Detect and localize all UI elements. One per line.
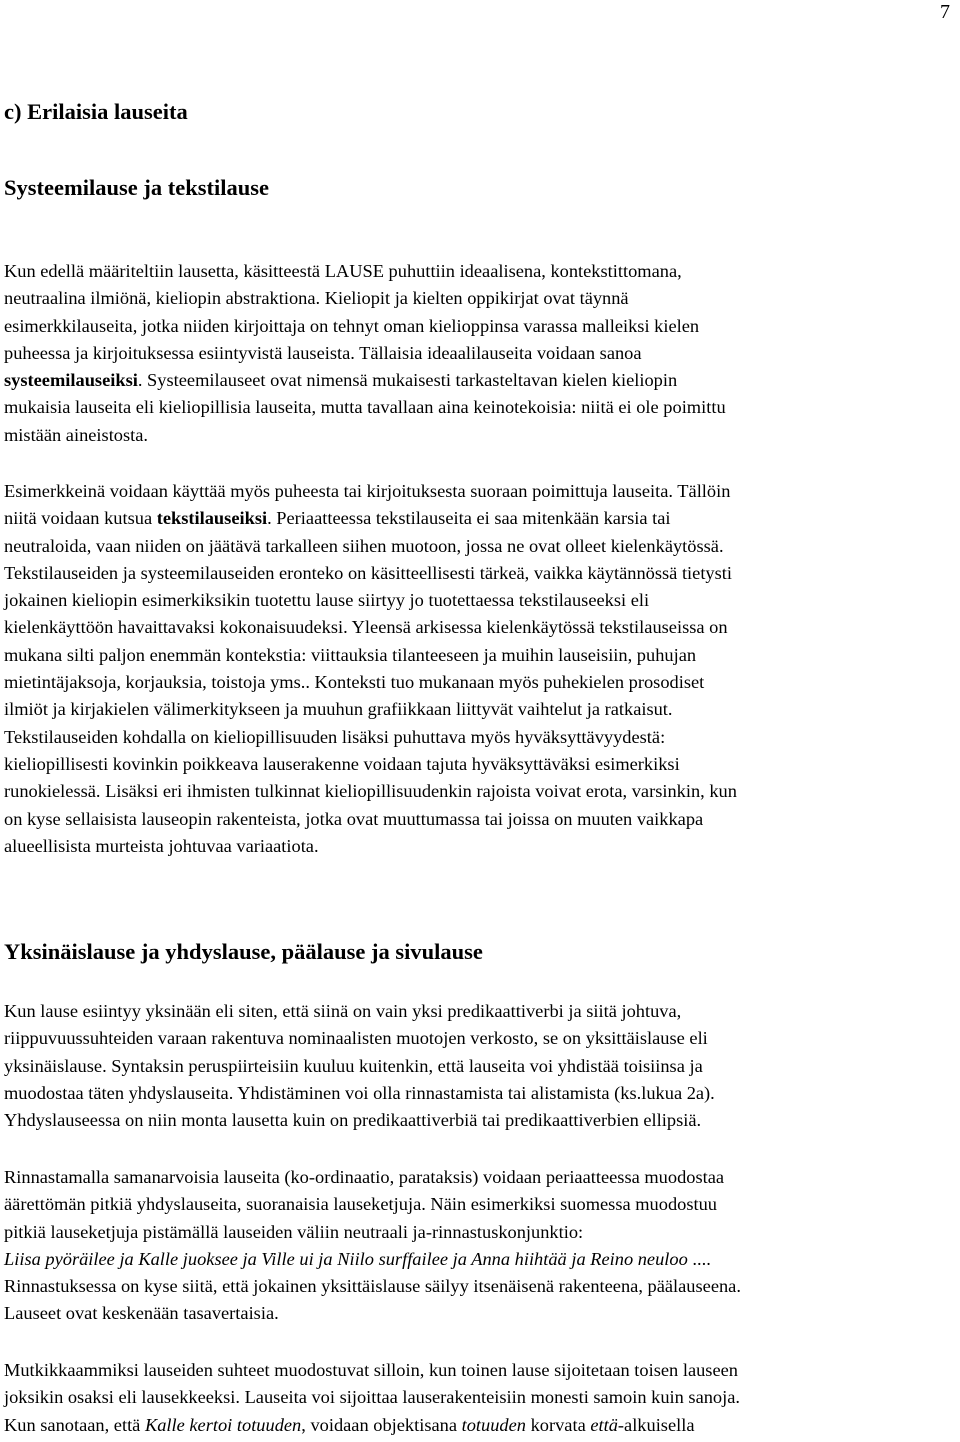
section-title-systeemilause: Systeemilause ja tekstilause [4,175,269,200]
text-line: jokainen kieliopin esimerkiksikin tuotettu lause siirtyy jo tuotettaessa tekstilauseeksi eli [4,590,650,611]
text-line [4,1412,956,1439]
text-line: runokielessä. Lisäksi eri ihmisten tulkinnat kieliopillisuudenkin rajoista voivat erota, varsinkin, kun [4,781,737,802]
text-line: neutraloida, vaan niiden on jäätävä tarkalleen siihen muotoon, jossa ne ovat olleet kielenkäytössä. [4,535,724,556]
page-number: 7 [940,1,950,23]
paragraph-rinnastus [4,1164,956,1328]
text-line: Tekstilauseiden ja systeemilauseiden eronteko on käsitteellisesti tärkeä, vaikka käytännössä tietysti [4,562,733,583]
text-fragment: niitä voidaan kutsua [4,508,157,529]
text-line: Esimerkkeinä voidaan käyttää myös puheesta tai kirjoituksesta suoraan poimittuja lauseita. Tällöin [4,481,731,501]
text-line: joksikin osaksi eli lausekkeeksi. Lauseita voi sijoittaa lauserakenteisiin monesti samoin kuin sanoja. [4,1387,740,1408]
text-line: kielenkäyttöön havaittavaksi kokonaisuudeksi. Yleensä arkisessa kielenkäytössä tekstilauseissa on [4,617,728,638]
paragraph-systeemilause [4,258,956,449]
text-line [4,1246,956,1273]
term-systeemilauseiksi: systeemilauseiksi [4,370,138,391]
text-line: Kun edellä määriteltiin lausetta, käsitteestä LAUSE puhuttiin ideaalisena, kontekstittomana, [4,261,682,281]
example-word: että [590,1414,618,1435]
text-fragment: , voidaan objektisana [301,1414,462,1435]
text-line: Kun lause esiintyy yksinään eli siten, että siinä on vain yksi predikaattiverbi ja siitä johtuva, [4,1001,682,1021]
text-fragment: -alkuisella [617,1414,695,1435]
text-line [4,505,956,532]
paragraph-tekstilause [4,478,956,860]
text-line: kieliopillisesti kovinkin poikkeava lauserakenne voidaan tajuta hyväksyttäväksi esimerkiksi [4,753,680,774]
text-line: mukaisia lauseita eli kieliopillisia lauseita, mutta tavallaan aina keinotekoisia: niitä ei ole poimittu [4,397,726,418]
text-fragment: Kun sanotaan, että [4,1414,145,1435]
text-line: esimerkkilauseita, jotka niiden kirjoittaja on tehnyt oman kielioppinsa varassa malleiksi kielen [4,315,700,336]
text-line: alueellisista murteista johtuvaa variaatiota. [4,835,319,856]
section-title-yksinaislause: Yksinäislause ja yhdyslause, päälause ja sivulause [4,939,483,964]
example-phrase: Kalle kertoi totuuden [144,1414,302,1435]
text-line: yksinäislause. Syntaksin peruspiirteisiin kuuluu kuitenkin, että lauseita voi yhdistää toisiinsa ja [4,1055,703,1076]
text-line: ilmiöt ja kirjakielen välimerkitykseen ja muuhun grafiikkaan liittyvät vaihtelut ja ratkaisut. [4,699,673,720]
heading-c: c) Erilaisia lauseita [4,99,188,124]
text-line: pitkiä lauseketjuja pistämällä lauseiden väliin neutraali ja-rinnastuskonjunktio: [4,1221,584,1242]
text-fragment: korvata [525,1414,591,1435]
term-tekstilauseiksi: tekstilauseiksi [156,508,268,529]
text-line: neutraalina ilmiönä, kieliopin abstraktiona. Kieliopit ja kielten oppikirjat ovat täynnä [4,288,629,309]
text-line: riippuvuussuhteiden varaan rakentuva nominaalisten muotojen verkosto, se on yksittäislause eli [4,1028,708,1049]
paragraph-alistus [4,1357,956,1439]
text-line: mistään aineistosta. [4,424,149,445]
text-line: mukana silti paljon enemmän kontekstia: viittauksia tilanteeseen ja muihin lauseisiin, puhujan [4,644,697,665]
text-line: mietintäjaksoja, korjauksia, toistoja yms.. Konteksti tuo mukanaan myös puhekielen prosodiset [4,672,705,693]
example-word: totuuden [461,1414,526,1435]
text-line: Rinnastamalla samanarvoisia lauseita (ko-ordinaatio, parataksis) voidaan periaatteessa muodostaa [4,1167,725,1187]
text-line: Tekstilauseiden kohdalla on kieliopillisuuden lisäksi puhuttava myös hyväksyttävyydestä: [4,726,666,747]
text-line: puheessa ja kirjoituksessa esiintyvistä lauseista. Tällaisia ideaalilauseita voidaan sanoa [4,342,642,363]
text-line: Lauseet ovat keskenään tasavertaisia. [4,1303,279,1324]
example-sentence: Liisa pyöräilee ja Kalle juoksee ja Ville ui ja Niilo surffailee ja Anna hiihtää ja Reino neuloo [4,1248,688,1269]
text-fragment: . Periaatteessa tekstilauseita ei saa mitenkään karsia tai [267,508,671,529]
text-line: on kyse sellaisista lauseopin rakenteista, jotka ovat muuttumassa tai joissa on muuten vaikkapa [4,808,704,829]
text-line: äärettömän pitkiä yhdyslauseita, suoranaisia lauseketjuja. Näin esimerkiksi suomessa muodostuu [4,1194,717,1215]
text-line [4,367,956,394]
text-line: muodostaa täten yhdyslauseita. Yhdistäminen voi olla rinnastamista tai alistamista (ks.lukua 2a). [4,1082,715,1103]
text-line: Yhdyslauseessa on niin monta lausetta kuin on predikaattiverbiä tai predikaattiverbien ellipsiä. [4,1110,702,1131]
text-fragment: . Systeemilauseet ovat nimensä mukaisesti tarkasteltavan kielen kieliopin [137,370,678,391]
text-fragment: .... [687,1248,711,1269]
text-line: Mutkikkaammiksi lauseiden suhteet muodostuvat silloin, kun toinen lause sijoitetaan toisen lauseen [4,1360,738,1380]
text-line: Rinnastuksessa on kyse siitä, että jokainen yksittäislause säilyy itsenäisenä rakenteena, päälauseena. [4,1276,741,1297]
paragraph-yksinaislause [4,998,956,1134]
